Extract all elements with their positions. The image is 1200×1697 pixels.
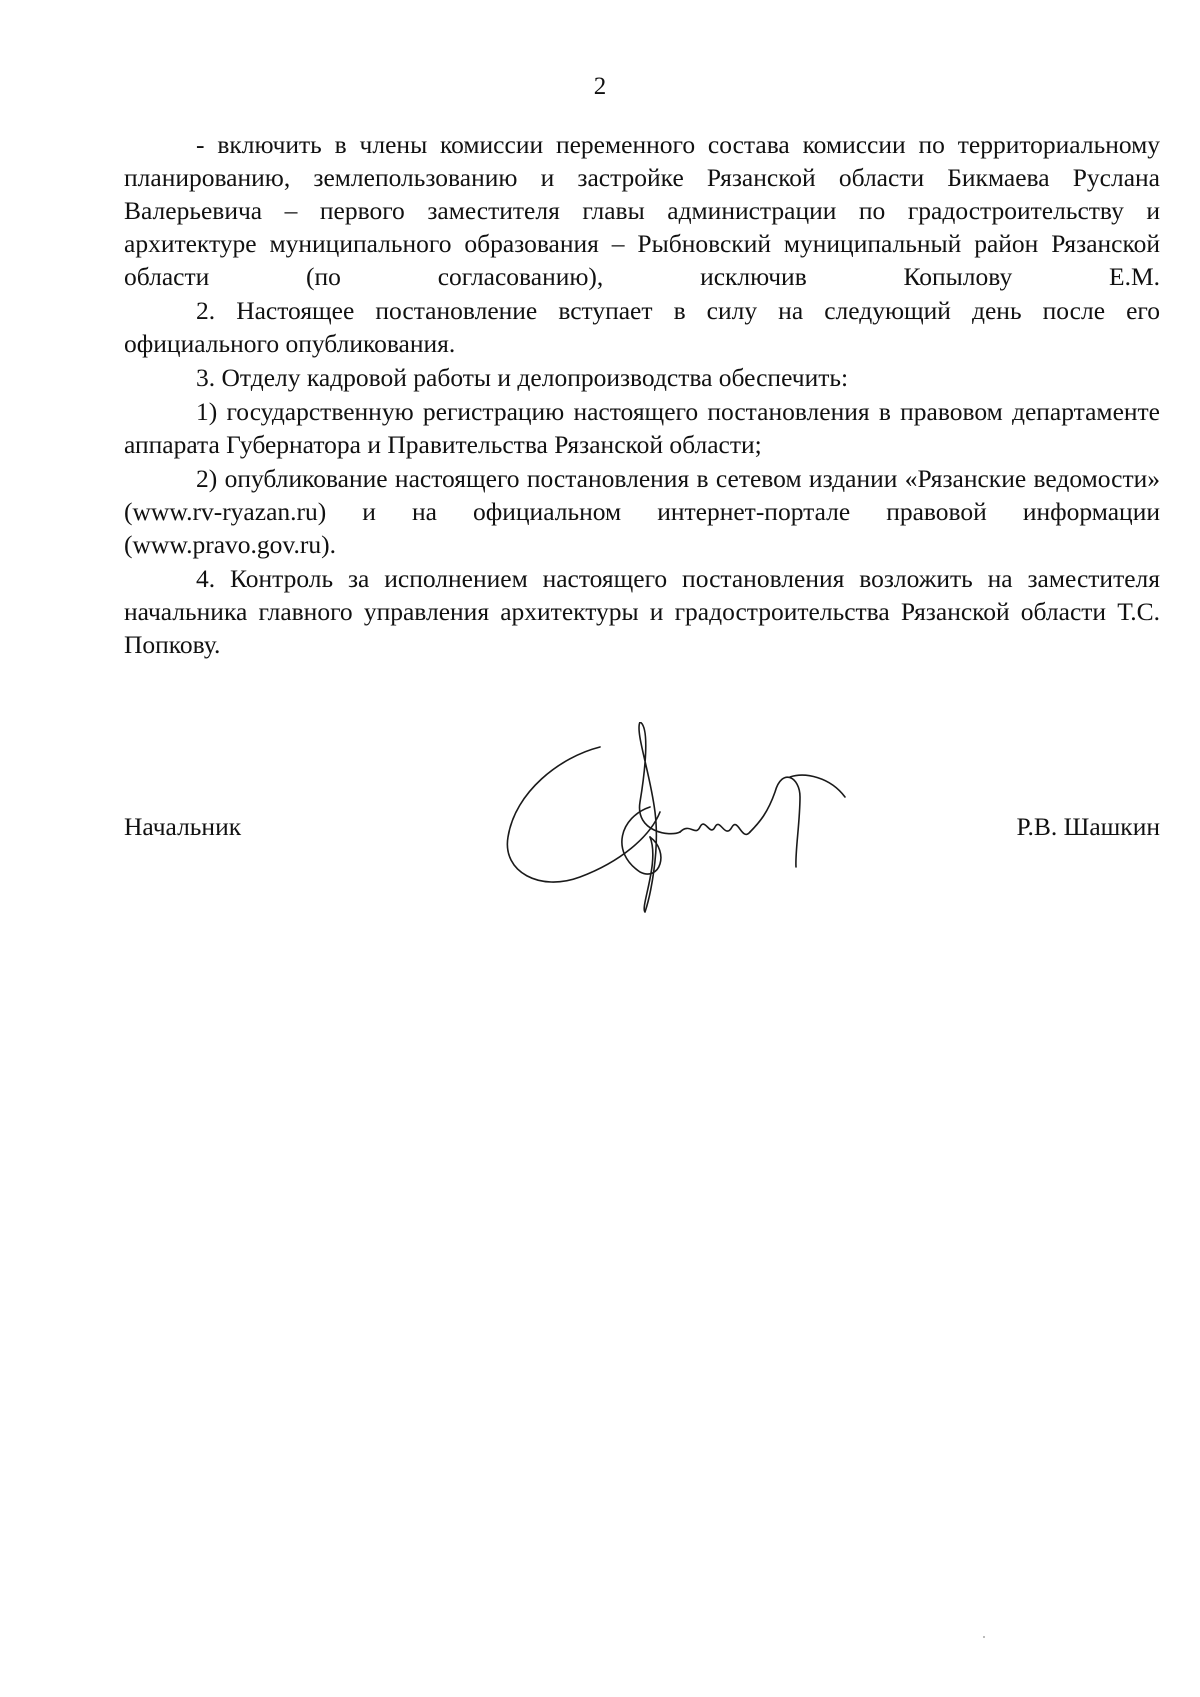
paragraph-hr-department: 3. Отделу кадровой работы и делопроизводства обеспечить: xyxy=(196,363,849,392)
page-number: 2 xyxy=(593,73,607,100)
paragraph-control: 4. Контроль за исполнением настоящего постановления возложить на заместителя начальника главного управления архитектуры и градостроительства Рязанской области Т.С. Попкову. xyxy=(124,564,1160,659)
signatory-name: Р.В. Шашкин xyxy=(1016,812,1160,841)
paragraph-registration: 1) государственную регистрацию настоящего постановления в правовом департаменте аппарата Губернатора и Правительства Рязанской области; xyxy=(124,397,1160,459)
paragraph-include-member: - включить в члены комиссии переменного состава комиссии по территориальному планированию, землепользованию и застройке Рязанской области Бикмаева Руслана Валерьевича – первого заместителя главы администрации по градостроительству и архитектуре муниципального образования – Рыбновский муниципальный район Рязанской области (по согласованию), исключив Копылову Е.М. xyxy=(124,130,1160,291)
signature-block xyxy=(124,810,1160,850)
paragraph-effective-date: 2. Настоящее постановление вступает в силу на следующий день после его официального опубликования. xyxy=(124,296,1160,358)
position-title: Начальник xyxy=(124,812,242,841)
scan-artifact-dot xyxy=(983,1636,985,1638)
paragraph-publication: 2) опубликование настоящего постановления в сетевом издании «Рязанские ведомости» (www.rv-ryazan.ru) и на официальном интернет-портале правовой информации (www.pravo.gov.ru). xyxy=(124,464,1160,559)
document-body xyxy=(124,128,1160,662)
